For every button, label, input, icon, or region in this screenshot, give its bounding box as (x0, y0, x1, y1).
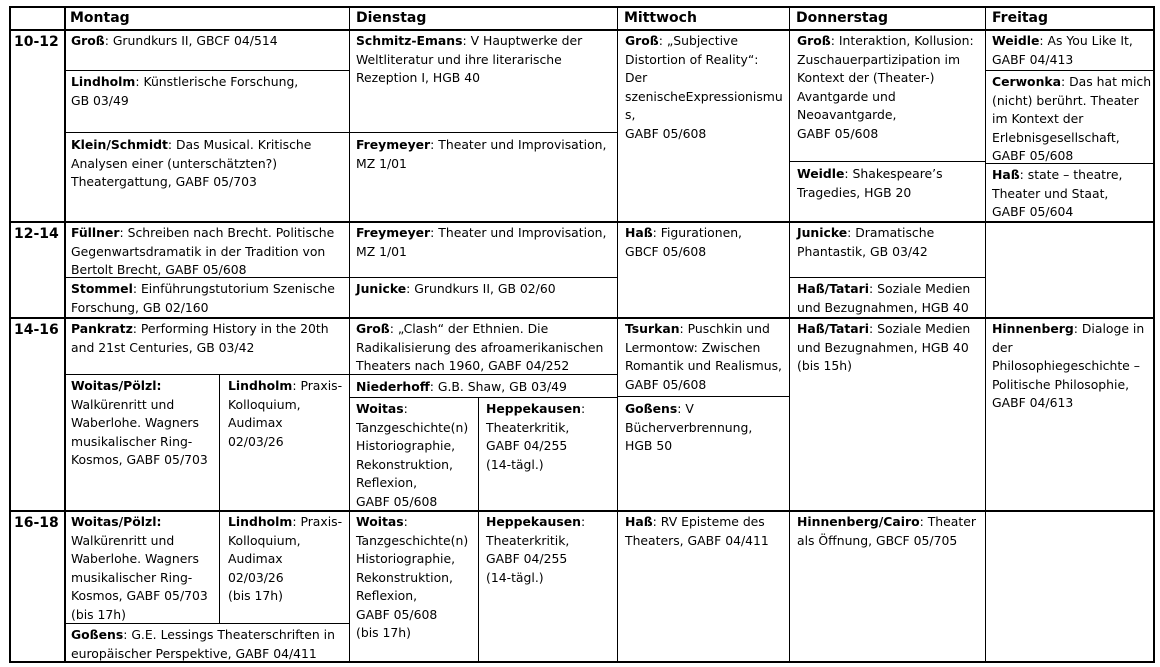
course-cell: Haß/Tatari: Soziale Medien und Bezugnahmen, HGB 40 (bis 15h) (797, 321, 971, 373)
course-cell: Junicke: Dramatische Phantastik, GB 03/42 (797, 225, 935, 259)
course-cell: Woitas: Tanzgeschichte(n) Historiographie, Rekonstruktion, Reflexion, GABF 05/608 (bis 17h) (356, 514, 469, 640)
course-cell: Klein/Schmidt: Das Musical. Kritische Analysen einer (unterschätzten?) Theatergattung, GABF 05/703 (71, 137, 312, 189)
course-cell: Schmitz-Emans: V Hauptwerke der Weltliteratur und ihre literarische Rezeption I, HGB 40 (356, 33, 583, 85)
header-dienstag: Dienstag (356, 10, 427, 26)
course-cell: Cerwonka: Das hat mich (nicht) berührt. Theater im Kontext der Erlebnisgesellschaft, GABF 05/608 (992, 74, 1152, 163)
course-cell: Heppekausen: Theaterkritik, GABF 04/255 (14-tägl.) (486, 401, 586, 472)
course-cell: Weidle: Shakespeare’s Tragedies, HGB 20 (797, 166, 943, 200)
course-cell: Groß: „Clash“ der Ethnien. Die Radikalisierung des afroamerikanischen Theaters nach 1960, GABF 04/252 (356, 321, 604, 373)
course-cell: Hinnenberg: Dialoge in der Philosophiegeschichte – Politische Philosophie, GABF 04/613 (992, 321, 1145, 410)
header-donnerstag: Donnerstag (796, 10, 889, 26)
course-cell: Woitas/Pölzl: Walkürenritt und Waberlohe. Wagners musikalischer Ring- Kosmos, GABF 05/703 (71, 378, 208, 467)
header-mittwoch: Mittwoch (624, 10, 697, 26)
course-cell: Lindholm: Praxis- Kolloquium, Audimax 02/03/26 (228, 378, 343, 449)
course-cell: Lindholm: Praxis- Kolloquium, Audimax 02/03/26 (bis 17h) (228, 514, 343, 603)
course-cell: Stommel: Einführungstutorium Szenische Forschung, GB 02/160 (71, 281, 335, 315)
course-cell: Haß: state – theatre, Theater und Staat, GABF 05/604 (992, 167, 1123, 219)
header-freitag: Freitag (992, 10, 1049, 26)
course-cell: Freymeyer: Theater und Improvisation, MZ 1/01 (356, 137, 607, 171)
course-cell: Haß/Tatari: Soziale Medien und Bezugnahmen, HGB 40 (797, 281, 971, 315)
time-14-16: 14-16 (14, 322, 59, 338)
course-cell: Groß: Interaktion, Kollusion: Zuschauerpartizipation im Kontext der (Theater-) Avantgarde und Neoavantgarde, GABF 05/608 (797, 33, 974, 141)
course-cell: Füllner: Schreiben nach Brecht. Politische Gegenwartsdramatik in der Tradition von Bertolt Brecht, GABF 05/608 (71, 225, 335, 277)
course-cell: Goßens: V Bücherverbrennung, HGB 50 (625, 401, 753, 453)
time-10-12: 10-12 (14, 34, 59, 50)
course-cell: Woitas: Tanzgeschichte(n) Historiographie, Rekonstruktion, Reflexion, GABF 05/608 (356, 401, 469, 509)
course-cell: Goßens: G.E. Lessings Theaterschriften in europäischer Perspektive, GABF 04/411 (71, 627, 335, 661)
course-cell: Haß: RV Episteme des Theaters, GABF 04/411 (625, 514, 769, 548)
course-cell: Groß: „Subjective Distortion of Reality“: Der szenischeExpressionismu s, GABF 05/608 (625, 33, 783, 141)
course-cell: Woitas/Pölzl: Walkürenritt und Waberlohe. Wagners musikalischer Ring- Kosmos, GABF 05/703 (bis 17h) (71, 514, 208, 622)
course-cell: Niederhoff: G.B. Shaw, GB 03/49 (356, 379, 567, 394)
course-cell: Lindholm: Künstlerische Forschung, GB 03/49 (71, 74, 299, 108)
course-cell: Haß: Figurationen, GBCF 05/608 (625, 225, 742, 259)
header-montag: Montag (70, 10, 130, 26)
time-16-18: 16-18 (14, 515, 59, 531)
course-cell: Pankratz: Performing History in the 20th and 21st Centuries, GB 03/42 (71, 321, 329, 355)
course-cell: Hinnenberg/Cairo: Theater als Öffnung, GBCF 05/705 (797, 514, 976, 548)
course-cell: Junicke: Grundkurs II, GB 02/60 (356, 281, 556, 296)
course-cell: Weidle: As You Like It, GABF 04/413 (992, 33, 1133, 67)
time-12-14: 12-14 (14, 226, 59, 242)
course-cell: Groß: Grundkurs II, GBCF 04/514 (71, 33, 278, 48)
course-cell: Tsurkan: Puschkin und Lermontow: Zwischen Romantik und Realismus, GABF 05/608 (625, 321, 782, 392)
course-cell: Freymeyer: Theater und Improvisation, MZ 1/01 (356, 225, 607, 259)
course-cell: Heppekausen: Theaterkritik, GABF 04/255 (14-tägl.) (486, 514, 586, 585)
